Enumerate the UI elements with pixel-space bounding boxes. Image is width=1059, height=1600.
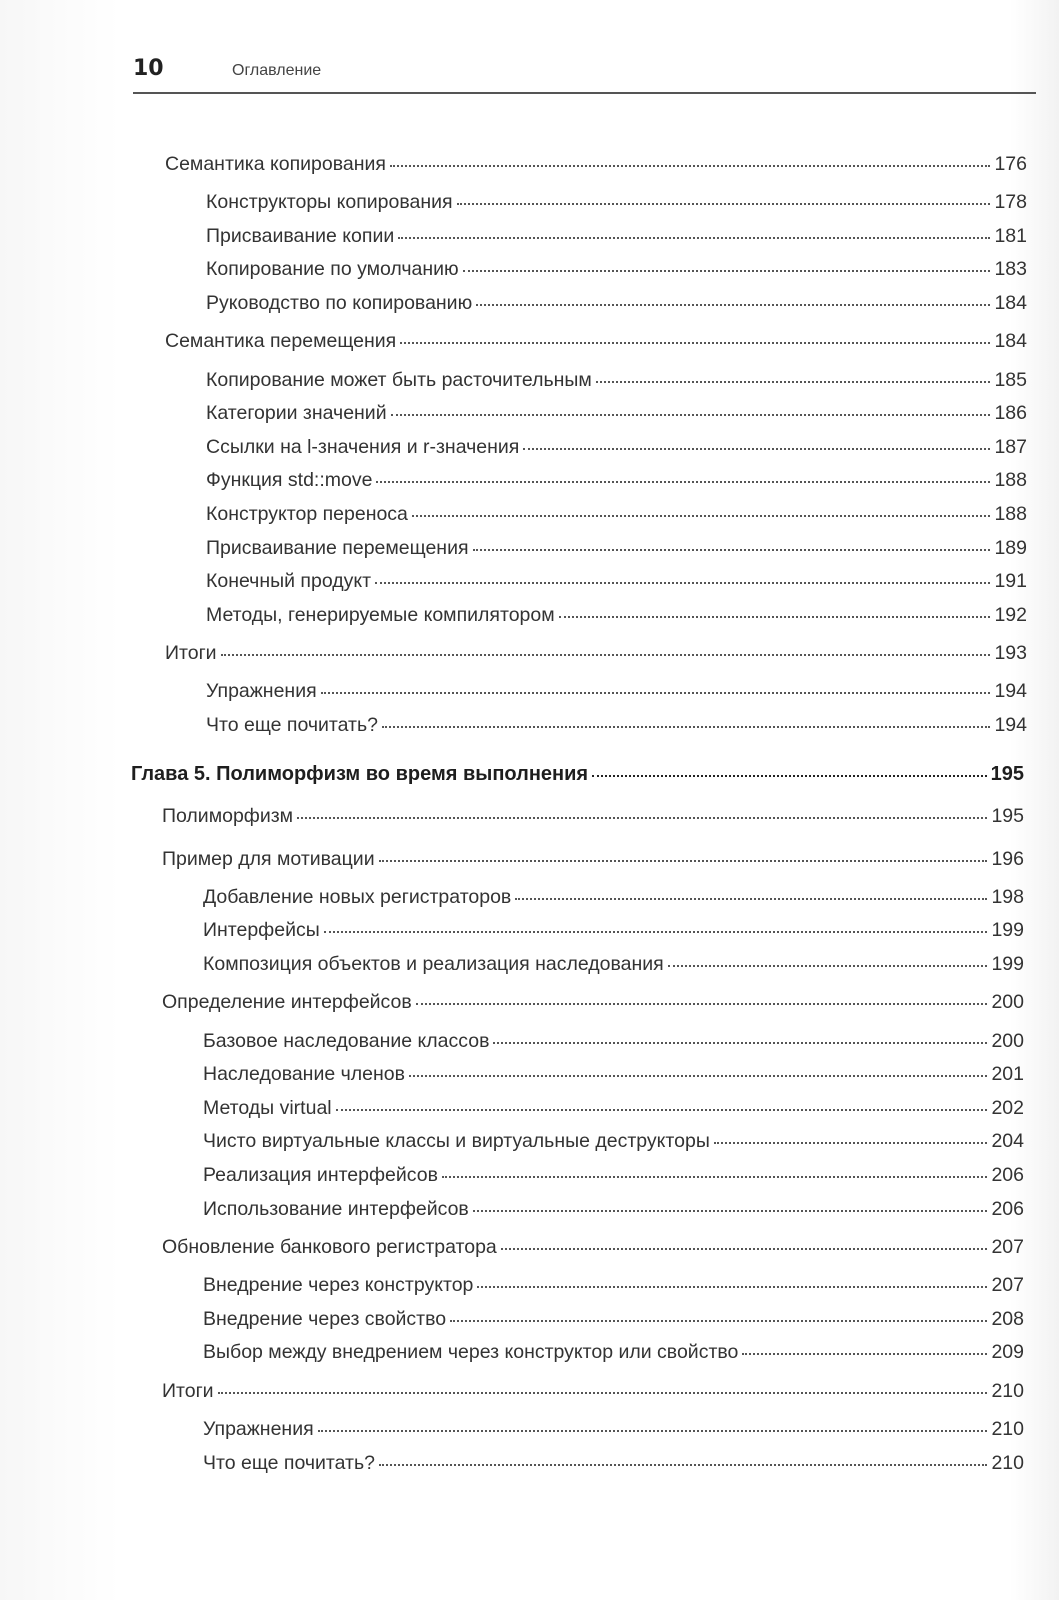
toc-leader-dots [442,1176,988,1178]
toc-leader-dots [379,860,988,862]
toc-entry-title: Внедрение через конструктор [203,1274,474,1296]
toc-entry [206,503,1027,526]
toc-entry-title: Методы, генерируемые компилятором [206,604,555,626]
toc-leader-dots [336,1109,988,1111]
toc-entry-page: 200 [991,991,1024,1013]
toc-entry-page: 187 [994,436,1027,458]
toc-entry-title: Выбор между внедрением через конструктор или свойство [203,1341,739,1363]
toc-entry-page: 207 [991,1274,1024,1296]
toc-entry-page: 210 [991,1418,1024,1440]
page-header [133,52,1036,94]
toc-entry-title: Что еще почитать? [203,1452,375,1474]
toc-leader-dots [596,381,991,383]
toc-entry-title: Присваивание копии [206,225,395,247]
toc-entry-title: Семантика копирования [165,153,386,175]
toc-entry-page: 193 [994,642,1027,664]
toc-entry [206,292,1027,315]
toc-entry-title: Методы virtual [203,1097,332,1119]
toc-leader-dots [668,965,988,967]
toc-entry [162,991,1024,1014]
toc-leader-dots [515,898,987,900]
toc-leader-dots [412,515,991,517]
toc-leader-dots [501,1248,988,1250]
toc-entry-page: 199 [991,919,1024,941]
toc-leader-dots [457,203,991,205]
toc-entry-page: 206 [991,1164,1024,1186]
toc-entry-title: Конструкторы копирования [206,191,453,213]
toc-entry-page: 195 [991,805,1024,827]
toc-entry [165,330,1027,353]
toc-entry-title: Наследование членов [203,1063,405,1085]
toc-entry [203,1164,1024,1187]
toc-entry-page: 207 [991,1236,1024,1258]
toc-leader-dots [493,1042,987,1044]
toc-entry-title: Определение интерфейсов [162,991,412,1013]
toc-leader-dots [398,237,990,239]
toc-entry-page: 208 [991,1308,1024,1330]
toc-entry [206,258,1027,281]
toc-entry-page: 206 [991,1198,1024,1220]
toc-entry [165,642,1027,665]
toc-entry [162,1380,1024,1403]
toc-leader-dots [450,1320,987,1322]
toc-entry-page: 188 [994,469,1027,491]
toc-entry-page: 201 [991,1063,1024,1085]
toc-entry [203,1341,1024,1364]
toc-entry [165,153,1027,176]
toc-leader-dots [592,775,987,777]
toc-entry-page: 202 [991,1097,1024,1119]
toc-entry-title: Копирование по умолчанию [206,258,459,280]
toc-entry-page: 194 [994,680,1027,702]
toc-entry [206,570,1027,593]
toc-entry-page: 188 [994,503,1027,525]
toc-entry-page: 209 [991,1341,1024,1363]
toc-entry [206,604,1027,627]
toc-leader-dots [473,549,991,551]
toc-entry-title: Конструктор переноса [206,503,408,525]
running-title: Оглавление [232,62,322,79]
toc-entry-page: 196 [991,848,1024,870]
toc-entry-page: 200 [991,1030,1024,1052]
toc-entry-title: Упражнения [206,680,317,702]
toc-entry [206,537,1027,560]
toc-leader-dots [324,931,988,933]
toc-entry [203,1274,1024,1297]
toc-entry [206,369,1027,392]
toc-entry-page: 189 [994,537,1027,559]
toc-leader-dots [477,1286,987,1288]
toc-entry-page: 186 [994,402,1027,424]
toc-entry [206,469,1027,492]
toc-entry-title: Базовое наследование классов [203,1030,490,1052]
toc-entry-page: 195 [990,763,1024,785]
toc-leader-dots [400,342,990,344]
toc-entry-title: Упражнения [203,1418,314,1440]
toc-entry-page: 199 [991,953,1024,975]
toc-entry-page: 184 [994,330,1027,352]
toc-entry-title: Интерфейсы [203,919,320,941]
toc-entry-page: 178 [994,191,1027,213]
toc-entry-title: Глава 5. Полиморфизм во время выполнения [131,763,589,785]
page-number: 10 [133,56,164,81]
toc-leader-dots [714,1142,988,1144]
toc-leader-dots [409,1075,987,1077]
toc-entry-title: Пример для мотивации [162,848,375,870]
toc-entry [206,714,1027,737]
toc-entry-page: 181 [994,225,1027,247]
toc-entry [203,1097,1024,1120]
toc-entry-page: 176 [994,153,1027,175]
toc-entry-title: Реализация интерфейсов [203,1164,438,1186]
toc-entry-title: Итоги [162,1380,214,1402]
toc-entry [206,402,1027,425]
toc-entry [206,225,1027,248]
toc-chapter-heading [131,763,1024,786]
toc-entry-title: Копирование может быть расточительным [206,369,592,391]
toc-entry-title: Что еще почитать? [206,714,378,736]
toc-leader-dots [382,726,990,728]
toc-entry-title: Функция std::move [206,469,373,491]
toc-entry [206,680,1027,703]
toc-entry-page: 210 [991,1452,1024,1474]
toc-entry-title: Обновление банкового регистратора [162,1236,497,1258]
toc-entry-title: Чисто виртуальные классы и виртуальные деструкторы [203,1130,710,1152]
toc-leader-dots [523,448,990,450]
toc-leader-dots [318,1430,988,1432]
toc-entry-title: Категории значений [206,402,387,424]
toc-entry-title: Композиция объектов и реализация наследования [203,953,664,975]
toc-entry-page: 198 [991,886,1024,908]
toc-entry [203,1030,1024,1053]
toc-leader-dots [476,304,990,306]
toc-leader-dots [379,1464,987,1466]
toc-entry-title: Ссылки на l-значения и r-значения [206,436,520,458]
toc-entry-title: Добавление новых регистраторов [203,886,512,908]
toc-leader-dots [321,692,991,694]
toc-leader-dots [391,414,991,416]
toc-entry [203,1198,1024,1221]
toc-leader-dots [463,270,991,272]
toc-entry-title: Конечный продукт [206,570,372,592]
toc-entry-page: 184 [994,292,1027,314]
toc-entry-title: Внедрение через свойство [203,1308,447,1330]
toc-leader-dots [218,1392,988,1394]
toc-entry-page: 192 [994,604,1027,626]
toc-entry [203,953,1024,976]
toc-entry [203,919,1024,942]
toc-entry-title: Присваивание перемещения [206,537,469,559]
toc-leader-dots [416,1003,988,1005]
toc-entry-title: Итоги [165,642,217,664]
toc-entry [203,1063,1024,1086]
toc-entry [162,848,1024,871]
toc-entry [162,805,1024,828]
toc-entry [203,886,1024,909]
toc-entry [203,1452,1024,1475]
toc-leader-dots [376,481,990,483]
toc-entry-page: 194 [994,714,1027,736]
toc-leader-dots [375,582,990,584]
toc-leader-dots [221,654,991,656]
toc-leader-dots [390,165,991,167]
toc-entry [203,1130,1024,1153]
toc-leader-dots [297,817,987,819]
toc-entry-page: 191 [994,570,1027,592]
toc-leader-dots [559,616,991,618]
toc-entry-page: 204 [991,1130,1024,1152]
toc-entry [162,1236,1024,1259]
toc-entry [203,1308,1024,1331]
toc-entry [206,191,1027,214]
toc-entry-page: 185 [994,369,1027,391]
toc-entry [203,1418,1024,1441]
toc-entry-title: Руководство по копированию [206,292,473,314]
toc-entry-title: Семантика перемещения [165,330,397,352]
toc-leader-dots [742,1353,987,1355]
toc-entry-page: 183 [994,258,1027,280]
toc-leader-dots [473,1210,988,1212]
toc-entry [206,436,1027,459]
toc-entry-title: Полиморфизм [162,805,294,827]
toc-entry-page: 210 [991,1380,1024,1402]
toc-entry-title: Использование интерфейсов [203,1198,469,1220]
